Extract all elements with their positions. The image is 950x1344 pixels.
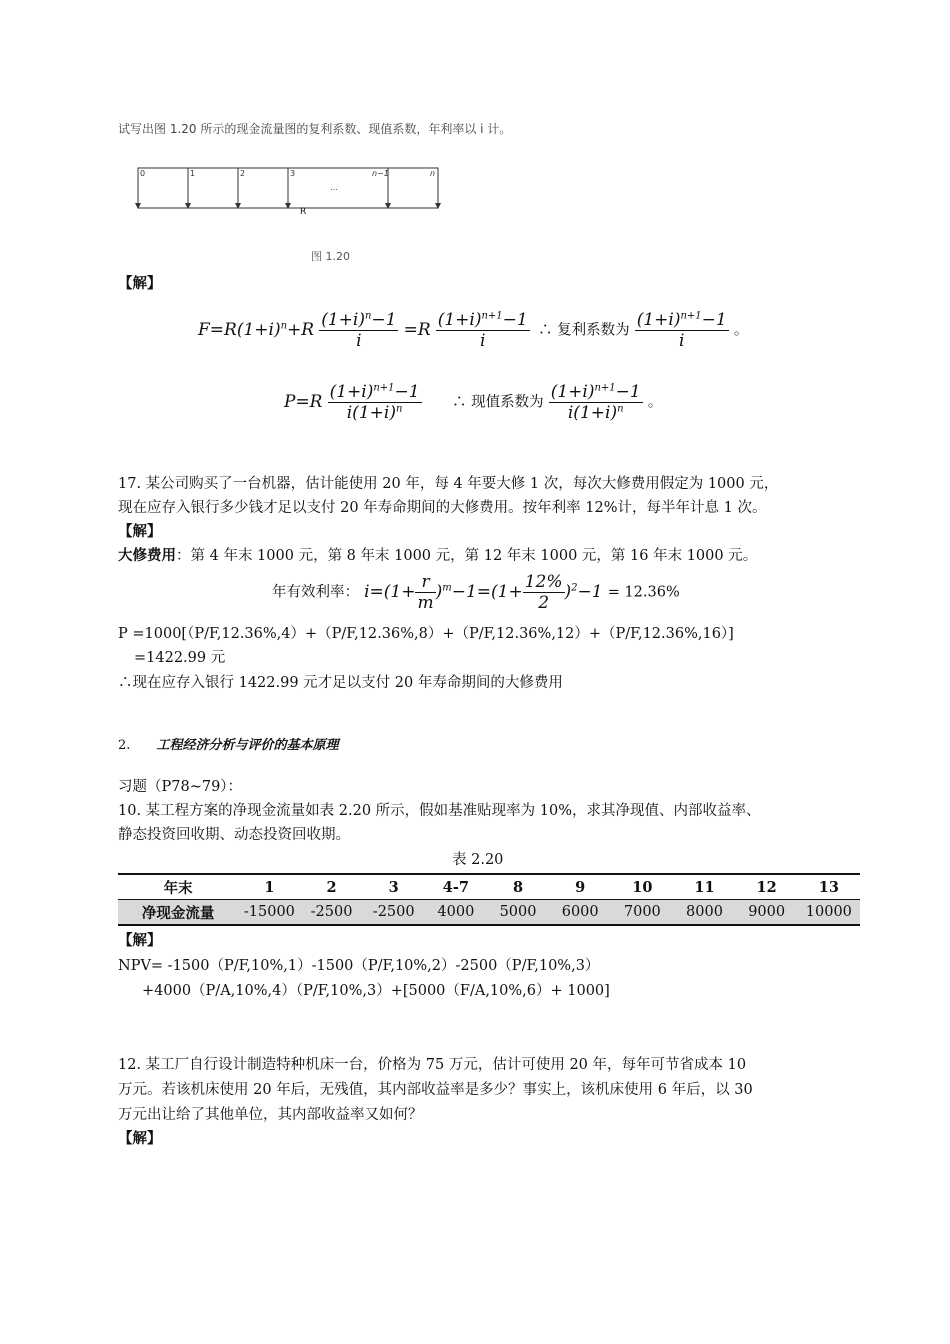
repair-text: ：第 4 年末 1000 元，第 8 年末 1000 元，第 12 年末 1000 元，第 16 年末 1000 元。	[176, 548, 758, 564]
period-label: 3	[290, 169, 296, 178]
formula-future-value: $F=R(1+i)^n+R$ $\frac{(1+i)^n-1}{i}$ =R $\frac{(1+i)^{n+1}-1}{i}$	[198, 310, 528, 351]
table-row	[118, 900, 860, 926]
table-header-cell: 1	[238, 874, 300, 900]
table-cell: 净现金流量	[118, 900, 238, 926]
period-label: …	[330, 183, 338, 192]
p12-line2: 万元。若该机床使用 20 年后，无残值，其内部收益率是多少？事实上，该机床使用 6 年后，以 30	[118, 1082, 753, 1098]
end-mark: 。	[647, 394, 663, 411]
p12-solution-label: 【解】	[118, 1130, 162, 1147]
p10-solution-label: 【解】	[118, 932, 162, 949]
npv-line2: +4000（P/A,10%,4）（P/F,10%,3）+[5000（F/A,10%,6）+ 1000]	[142, 983, 610, 999]
table-header-cell: 4-7	[425, 874, 487, 900]
compound-factor-label: ∴ 复利系数为	[538, 322, 630, 339]
p10-line1: 10. 某工程方案的净现金流量如表 2.20 所示，假如基准贴现率为 10%，求其净现值、内部收益率、	[118, 803, 761, 819]
formula-present-value: P=R $\frac{(1+i)^{n+1}-1}{i(1+i)^n}$	[284, 382, 420, 423]
cash-flow-table	[118, 873, 860, 926]
p17-line1: 17. 某公司购买了一台机器，估计能使用 20 年，每 4 年要大修 1 次，每次大修费用假定为 1000 元，	[118, 476, 779, 492]
table-header-cell: 12	[736, 874, 798, 900]
p17-line2: 现在应存入银行多少钱才足以支付 20 年寿命期间的大修费用。按年利率 12%计，每半年计息 1 次。	[118, 500, 767, 516]
p12-line3: 万元出让给了其他单位，其内部收益率又如何？	[118, 1107, 423, 1123]
table-header-row	[118, 874, 860, 900]
eff-result: = 12.36%	[607, 584, 680, 601]
formula1-conclusion: ∴ 复利系数为 $\frac{(1+i)^{n+1}-1}{i}$ 。	[538, 310, 749, 351]
table-caption: 表 2.20	[452, 852, 504, 868]
period-label: 2	[240, 169, 246, 178]
present-factor-label: ∴ 现值系数为	[452, 394, 544, 411]
table-cell: 9000	[736, 900, 798, 926]
table-cell: -2500	[363, 900, 425, 926]
cash-flow-diagram	[130, 160, 450, 220]
eff-label: 年有效利率：	[272, 584, 359, 601]
table-header-cell: 8	[487, 874, 549, 900]
table-header-cell: 年末	[118, 874, 238, 900]
table-cell: 10000	[798, 900, 860, 926]
p17-p-line: P =1000[（P/F,12.36%,4）+（P/F,12.36%,8）+（P/F,12.36%,12）+（P/F,12.36%,16）]	[118, 626, 734, 642]
repair-label: 大修费用	[118, 547, 176, 564]
table-cell: 8000	[673, 900, 735, 926]
table-header-cell: 2	[300, 874, 362, 900]
period-label: 1	[190, 169, 196, 178]
npv-line1: NPV= -1500（P/F,10%,1）-1500（P/F,10%,2）-2500（P/F,10%,3）	[118, 958, 600, 974]
p17-p-result: =1422.99 元	[134, 650, 226, 666]
p17-solution-label: 【解】	[118, 523, 162, 540]
period-label: n	[430, 169, 436, 178]
p17-repair-line	[118, 546, 757, 566]
table-header-cell: 11	[673, 874, 735, 900]
table-header-cell: 3	[363, 874, 425, 900]
table-cell: -15000	[238, 900, 300, 926]
table-cell: 6000	[549, 900, 611, 926]
table-header-cell: 13	[798, 874, 860, 900]
end-mark: 。	[733, 322, 749, 339]
p10-line2: 静态投资回收期、动态投资回收期。	[118, 827, 350, 843]
table-header-cell: 9	[549, 874, 611, 900]
period-label: 0	[140, 169, 146, 178]
chapter-title: 工程经济分析与评价的基本原理	[156, 738, 339, 753]
arrow-label: R	[300, 207, 307, 217]
table-cell: -2500	[300, 900, 362, 926]
exercises-label: 习题（P78~79）：	[118, 779, 243, 795]
table-cell: 5000	[487, 900, 549, 926]
p12-line1: 12. 某工厂自行设计制造特种机床一台，价格为 75 万元，估计可使用 20 年，每年可节省成本 10	[118, 1057, 747, 1073]
table-cell: 4000	[425, 900, 487, 926]
chapter-number: 2.	[118, 738, 131, 753]
period-label: n−1	[372, 169, 389, 178]
figure-caption: 图 1.20	[311, 250, 350, 263]
solution-label: 【解】	[118, 275, 162, 292]
table-header-cell: 10	[611, 874, 673, 900]
formula2-conclusion: ∴ 现值系数为 $\frac{(1+i)^{n+1}-1}{i(1+i)^n}$ 。	[452, 382, 663, 423]
chapter-heading	[118, 734, 339, 753]
problem-intro: 试写出图 1.20 所示的现金流量图的复利系数、现值系数，年利率以 i 计。	[118, 122, 512, 136]
table-cell: 7000	[611, 900, 673, 926]
effective-rate-formula: 年有效利率： i=(1+ $\frac{r}{m}$ )$^m$−1=(1+ $\frac{12\%}{2}$ )$^2$−1 = 12.36%	[272, 572, 680, 613]
p17-conclusion: ∴现在应存入银行 1422.99 元才足以支付 20 年寿命期间的大修费用	[118, 675, 563, 691]
